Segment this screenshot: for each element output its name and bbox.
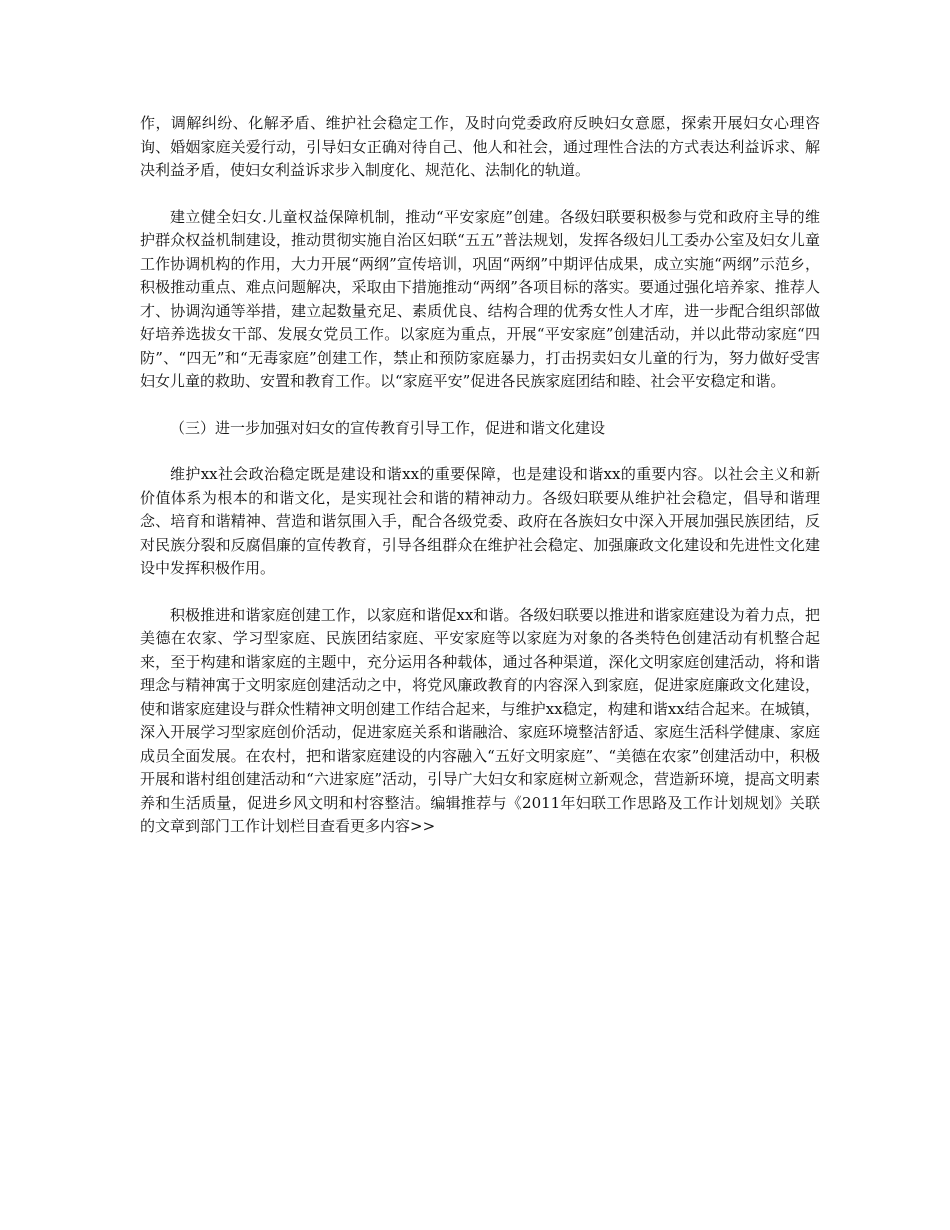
paragraph-continuation: 作，调解纠纷、化解矛盾、维护社会稳定工作，及时向党委政府反映妇女意愿，探索开展妇女心理咨询、婚姻家庭关爱行动，引导妇女正确对待自己、他人和社会，通过理性合法的方式表达利益诉求、解决利益矛盾，使妇女利益诉求步入制度化、规范化、法制化的轨道。 bbox=[140, 114, 820, 179]
paragraph-rights-protection: 建立健全妇女.儿童权益保障机制，推动“平安家庭”创建。各级妇联要积极参与党和政府主导的维护群众权益机制建设，推动贯彻实施自治区妇联“五五”普法规划，发挥各级妇儿工委办公室及妇女儿童工作协调机构的作用，大力开展“两纲”宣传培训，巩固“两纲”中期评估成果，成立实施“两纲”示范乡，积极推动重点、难点问题解决，采取由下措施推动“两纲”各项目标的落实。要通过强化培养家、推荐人才、协调沟通等举措，建立起数量充足、素质优良、结构合理的优秀女性人才库，进一步配合组织部做好培养选拔女干部、发展女党员工作。以家庭为重点，开展“平安家庭”创建活动，并以此带动家庭“四防”、“四无”和“无毒家庭”创建工作，禁止和预防家庭暴力，打击拐卖妇女儿童的行为，努力做好受害妇女儿童的救助、安置和教育工作。以“家庭平安”促进各民族家庭团结和睦、社会平安稳定和谐。 bbox=[140, 207, 820, 390]
paragraph-social-stability: 维护xx社会政治稳定既是建设和谐xx的重要保障，也是建设和谐xx的重要内容。以社会主义和新价值体系为根本的和谐文化，是实现社会和谐的精神动力。各级妇联要从维护社会稳定，倡导和谐理念、培育和谐精神、营造和谐氛围入手，配合各级党委、政府在各族妇女中深入开展加强民族团结，反对民族分裂和反腐倡廉的宣传教育，引导各组群众在维护社会稳定、加强廉政文化建设和先进性文化建设中发挥积极作用。 bbox=[140, 465, 820, 577]
document-body bbox=[140, 112, 820, 862]
paragraph-harmonious-family: 积极推进和谐家庭创建工作，以家庭和谐促xx和谐。各级妇联要以推进和谐家庭建设为着力点，把美德在农家、学习型家庭、民族团结家庭、平安家庭等以家庭为对象的各类特色创建活动有机整合起来，至于构建和谐家庭的主题中，充分运用各种载体，通过各种渠道，深化文明家庭创建活动，将和谐理念与精神寓于文明家庭创建活动之中，将党风廉政教育的内容深入到家庭，促进家庭廉政文化建设，使和谐家庭建设与群众性精神文明创建工作结合起来，与维护xx稳定，构建和谐xx结合起来。在城镇，深入开展学习型家庭创价活动，促进家庭关系和谐融洽、家庭环境整洁舒适、家庭生活科学健康、家庭成员全面发展。在农村，把和谐家庭建设的内容融入“五好文明家庭”、“美德在农家”创建活动中，积极开展和谐村组创建活动和“六进家庭”活动，引导广大妇女和家庭树立新观念，营造新环境，提高文明素养和生活质量，促进乡风文明和村容整洁。编辑推荐与《2011年妇联工作思路及工作计划规划》关联的文章到部门工作计划栏目查看更多内容>> bbox=[140, 605, 820, 835]
section-heading-3: （三）进一步加强对妇女的宣传教育引导工作，促进和谐文化建设 bbox=[170, 418, 606, 437]
